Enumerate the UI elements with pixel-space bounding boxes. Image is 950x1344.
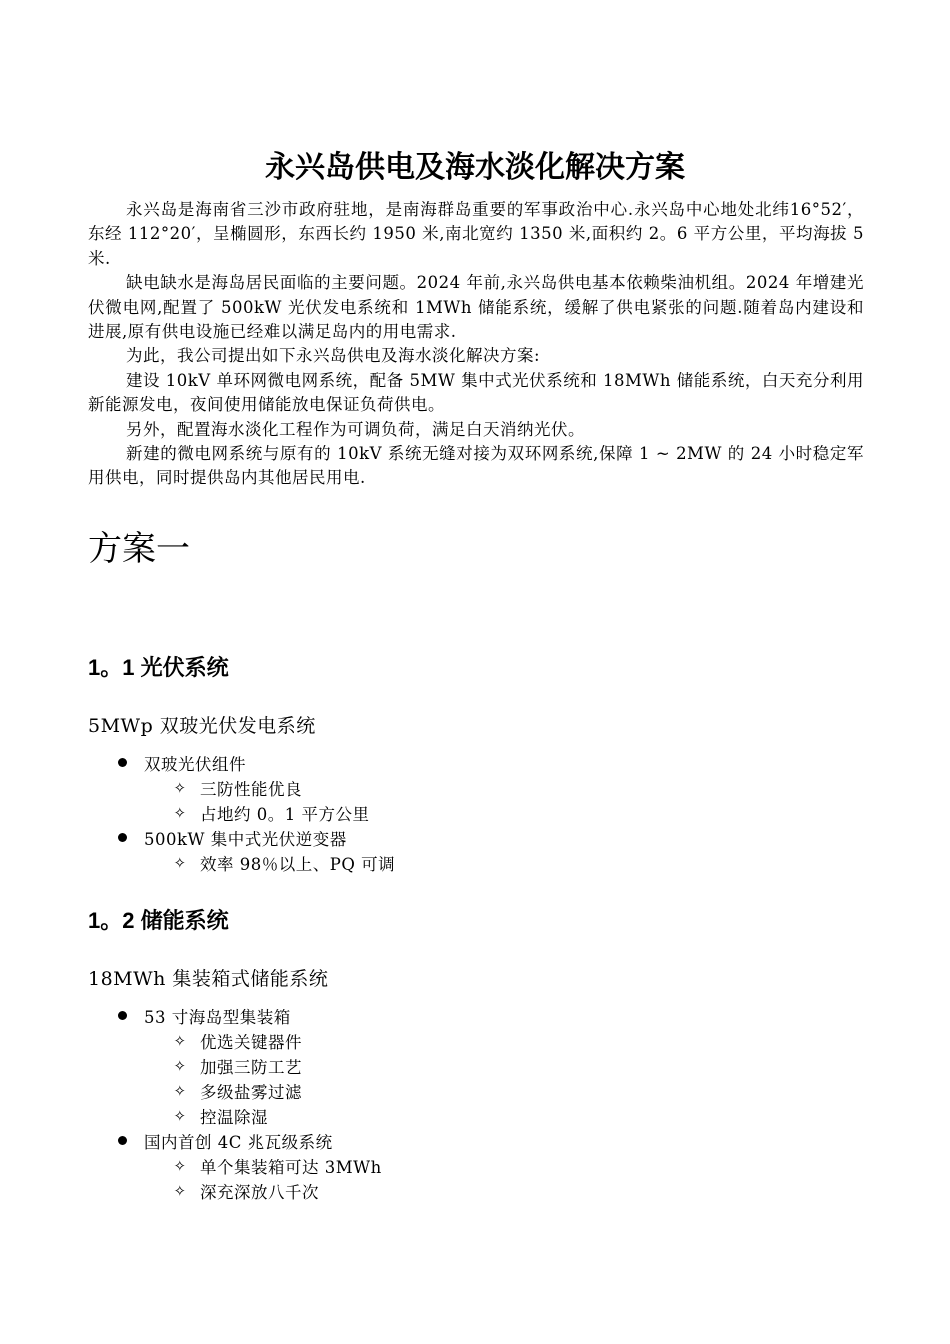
sub-list-item-label: 深充深放八千次	[200, 1182, 319, 1202]
sub-list-item	[172, 800, 395, 825]
list-item-label: 500kW 集中式光伏逆变器	[144, 829, 347, 849]
sparkle-bullet-icon: ✧	[173, 1081, 187, 1100]
sub-list-item-label: 占地约 0。1 平方公里	[200, 804, 370, 824]
bullet-icon	[118, 758, 127, 767]
pv-heading: 1。1 光伏系统	[88, 655, 229, 680]
sub-list-item	[172, 775, 395, 800]
intro-paragraph: 缺电缺水是海岛居民面临的主要问题。2024 年前,永兴岛供电基本依赖柴油机组。2024 年增建光伏微电网,配置了 500kW 光伏发电系统和 1MWh 储能系统，缓解了供电紧张的问题.随着岛内建设和进展,原有供电设施已经难以满足岛内的用电需求.	[88, 273, 864, 342]
bullet-icon	[118, 1136, 127, 1145]
section-heading: 方案一	[88, 529, 190, 569]
sparkle-bullet-icon: ✧	[173, 1156, 187, 1175]
sub-list	[112, 1028, 382, 1128]
list-item-label: 53 寸海岛型集装箱	[144, 1007, 291, 1027]
sub-list-item	[172, 1078, 382, 1103]
document-title: 永兴岛供电及海水淡化解决方案	[265, 150, 685, 185]
sub-list-item	[172, 1103, 382, 1128]
intro-paragraph: 新建的微电网系统与原有的 10kV 系统无缝对接为双环网系统,保障 1 ~ 2MW 的 24 小时稳定军用供电，同时提供岛内其他居民用电.	[88, 444, 864, 488]
sub-list-item-label: 单个集装箱可达 3MWh	[200, 1157, 382, 1177]
list-item	[112, 1128, 382, 1203]
sub-list	[112, 1153, 382, 1203]
pv-list	[112, 750, 395, 875]
sub-list	[112, 775, 395, 825]
intro-paragraph: 为此，我公司提出如下永兴岛供电及海水淡化解决方案:	[126, 346, 541, 366]
sub-list-item-label: 加强三防工艺	[200, 1057, 302, 1077]
sub-list-item	[172, 1028, 382, 1053]
list-item	[112, 1003, 382, 1128]
list-item-label: 双玻光伏组件	[144, 754, 246, 774]
sparkle-bullet-icon: ✧	[173, 1056, 187, 1075]
sparkle-bullet-icon: ✧	[173, 1106, 187, 1125]
list-item-label: 国内首创 4C 兆瓦级系统	[144, 1132, 333, 1152]
sparkle-bullet-icon: ✧	[173, 778, 187, 797]
sparkle-bullet-icon: ✧	[173, 1031, 187, 1050]
sub-list-item-label: 控温除湿	[200, 1107, 268, 1127]
sub-list-item	[172, 1053, 382, 1078]
sub-list-item	[172, 1178, 382, 1203]
bullet-icon	[118, 1011, 127, 1020]
sub-list-item	[172, 850, 395, 875]
intro-paragraph: 永兴岛是海南省三沙市政府驻地，是南海群岛重要的军事政治中心.永兴岛中心地处北纬16°52′，东经 112°20′，呈椭圆形，东西长约 1950 米,南北宽约 1350 米,面积约 2。6 平方公里，平均海拔 5 米.	[88, 200, 864, 268]
sparkle-bullet-icon: ✧	[173, 853, 187, 872]
sub-list-item	[172, 1153, 382, 1178]
intro-paragraph: 建设 10kV 单环网微电网系统，配备 5MW 集中式光伏系统和 18MWh 储能系统，白天充分利用新能源发电，夜间使用储能放电保证负荷供电。	[88, 370, 864, 415]
storage-heading: 1。2 储能系统	[88, 908, 229, 933]
sub-list-item-label: 三防性能优良	[200, 779, 302, 799]
sub-list-item-label: 多级盐雾过滤	[200, 1082, 302, 1102]
pv-subtitle: 5MWp 双玻光伏发电系统	[88, 715, 316, 737]
sparkle-bullet-icon: ✧	[173, 1181, 187, 1200]
storage-subtitle: 18MWh 集装箱式储能系统	[88, 968, 329, 990]
sparkle-bullet-icon: ✧	[173, 803, 187, 822]
intro-section	[88, 198, 864, 491]
intro-paragraph: 另外，配置海水淡化工程作为可调负荷，满足白天消纳光伏。	[126, 419, 585, 439]
sub-list-item-label: 效率 98％以上、PQ 可调	[200, 854, 396, 874]
storage-list	[112, 1003, 382, 1203]
bullet-icon	[118, 833, 127, 842]
list-item	[112, 750, 395, 825]
list-item	[112, 825, 395, 875]
sub-list-item-label: 优选关键器件	[200, 1032, 302, 1052]
sub-list	[112, 850, 395, 875]
